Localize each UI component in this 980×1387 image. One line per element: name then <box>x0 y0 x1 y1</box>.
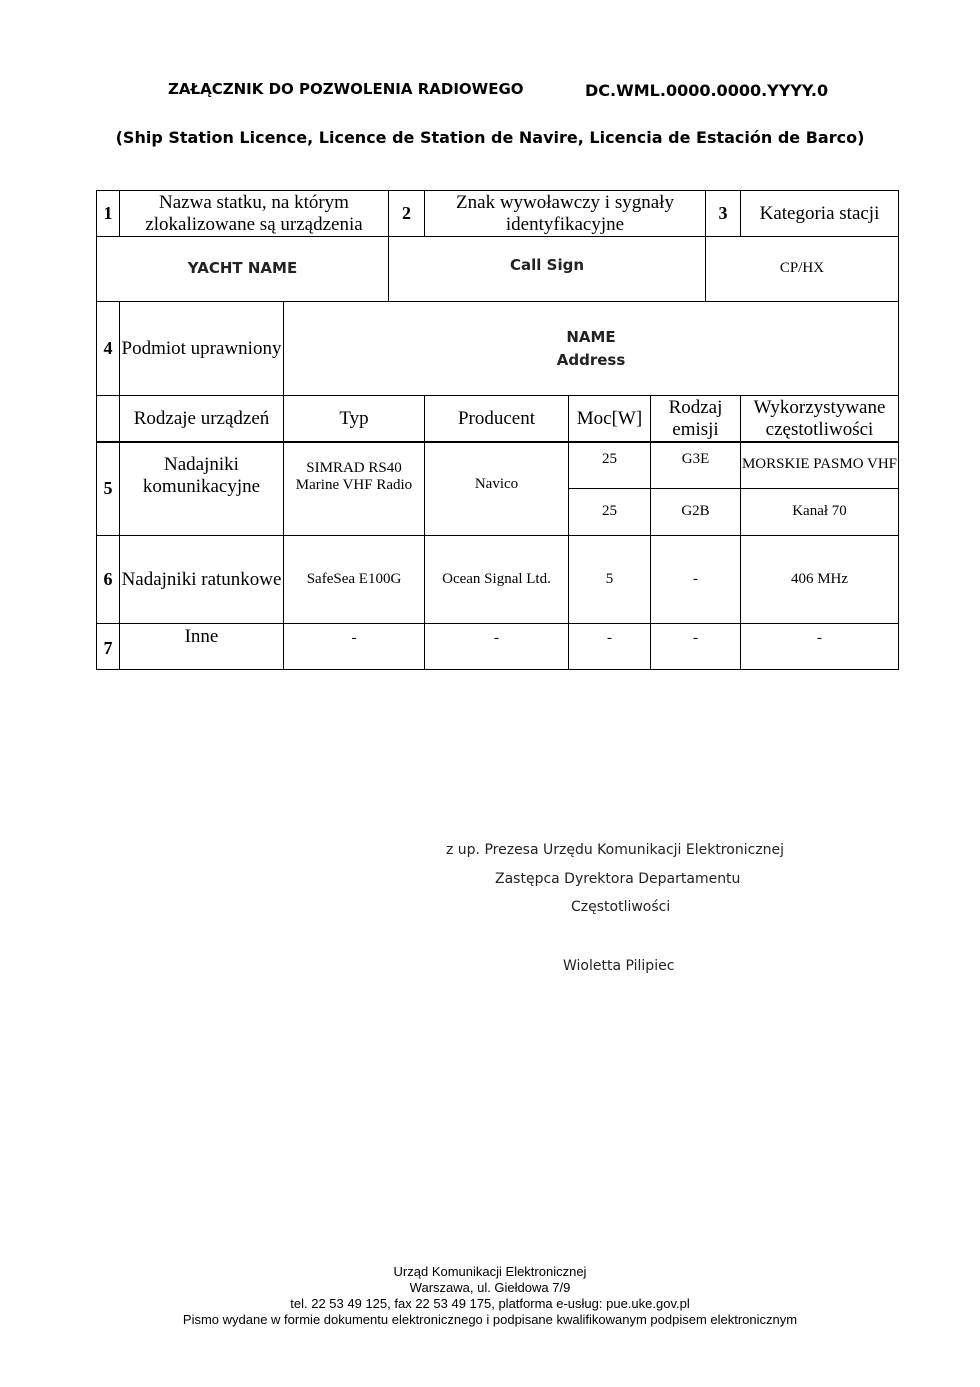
signature-line-1: z up. Prezesa Urzędu Komunikacji Elektronicznej <box>446 842 785 858</box>
signature-line-2: Zastępca Dyrektora Departamentu <box>495 871 741 887</box>
column-producer: Producent <box>424 395 569 443</box>
comm-power-b: 25 <box>568 488 651 536</box>
comm-power-a: 25 <box>568 441 651 489</box>
footer <box>0 1264 980 1328</box>
row-number-5: 5 <box>96 441 120 536</box>
entity-name: NAME <box>566 327 616 346</box>
row-number-3: 3 <box>705 190 741 237</box>
emergency-transmitters-label: Nadajniki ratunkowe <box>119 535 284 624</box>
category-label: Kategoria stacji <box>740 190 899 237</box>
row-number-7: 7 <box>96 623 120 670</box>
emergency-freq: 406 MHz <box>740 535 899 624</box>
other-label: Inne <box>119 623 284 670</box>
blank-number-cell <box>96 395 120 443</box>
ship-name-value: YACHT NAME <box>96 236 389 302</box>
column-type: Typ <box>283 395 425 443</box>
row-number-2: 2 <box>388 190 425 237</box>
comm-freq-a: MORSKIE PASMO VHF <box>740 441 899 489</box>
call-sign-value: Call Sign <box>388 236 706 302</box>
footer-line-1: Urząd Komunikacji Elektronicznej <box>393 1264 587 1279</box>
document-reference: DC.WML.0000.0000.YYYY.0 <box>585 81 829 100</box>
licence-table <box>96 190 899 670</box>
comm-producer: Navico <box>424 441 569 536</box>
row-number-6: 6 <box>96 535 120 624</box>
column-power: Moc[W] <box>568 395 651 443</box>
column-frequencies: Wykorzystywane częstotliwości <box>740 395 899 443</box>
comm-emission-a: G3E <box>650 441 741 489</box>
emergency-emission: - <box>650 535 741 624</box>
footer-line-3: tel. 22 53 49 125, fax 22 53 49 175, platforma e-usług: pue.uke.gov.pl <box>290 1296 690 1311</box>
other-producer: - <box>424 623 569 670</box>
entity-address: Address <box>556 350 626 369</box>
column-emission: Rodzaj emisji <box>650 395 741 443</box>
document-title: ZAŁĄCZNIK DO POZWOLENIA RADIOWEGO <box>168 80 524 98</box>
communication-transmitters-label: Nadajniki komunikacyjne <box>119 441 284 536</box>
other-type: - <box>283 623 425 670</box>
ship-name-label: Nazwa statku, na którym zlokalizowane są urządzenia <box>119 190 389 237</box>
signatory-name: Wioletta Pilipiec <box>563 958 675 974</box>
other-emission: - <box>650 623 741 670</box>
call-sign-label: Znak wywoławczy i sygnały identyfikacyjne <box>424 190 706 237</box>
footer-line-2: Warszawa, ul. Giełdowa 7/9 <box>409 1280 571 1295</box>
entity-label: Podmiot uprawniony <box>119 301 284 396</box>
emergency-type: SafeSea E100G <box>283 535 425 624</box>
entity-value <box>283 301 899 396</box>
comm-type: SIMRAD RS40 Marine VHF Radio <box>283 441 425 536</box>
comm-emission-b: G2B <box>650 488 741 536</box>
other-power: - <box>568 623 651 670</box>
emergency-producer: Ocean Signal Ltd. <box>424 535 569 624</box>
row-number-1: 1 <box>96 190 120 237</box>
other-freq: - <box>740 623 899 670</box>
comm-freq-b: Kanał 70 <box>740 488 899 536</box>
emergency-power: 5 <box>568 535 651 624</box>
row-number-4: 4 <box>96 301 120 396</box>
column-device-types: Rodzaje urządzeń <box>119 395 284 443</box>
footer-line-4: Pismo wydane w formie dokumentu elektronicznego i podpisane kwalifikowanym podpisem elektronicznym <box>182 1312 798 1327</box>
category-value: CP/HX <box>705 236 899 302</box>
document-subtitle: (Ship Station Licence, Licence de Station de Navire, Licencia de Estación de Barco) <box>115 128 865 147</box>
signature-line-3: Częstotliwości <box>571 899 671 915</box>
